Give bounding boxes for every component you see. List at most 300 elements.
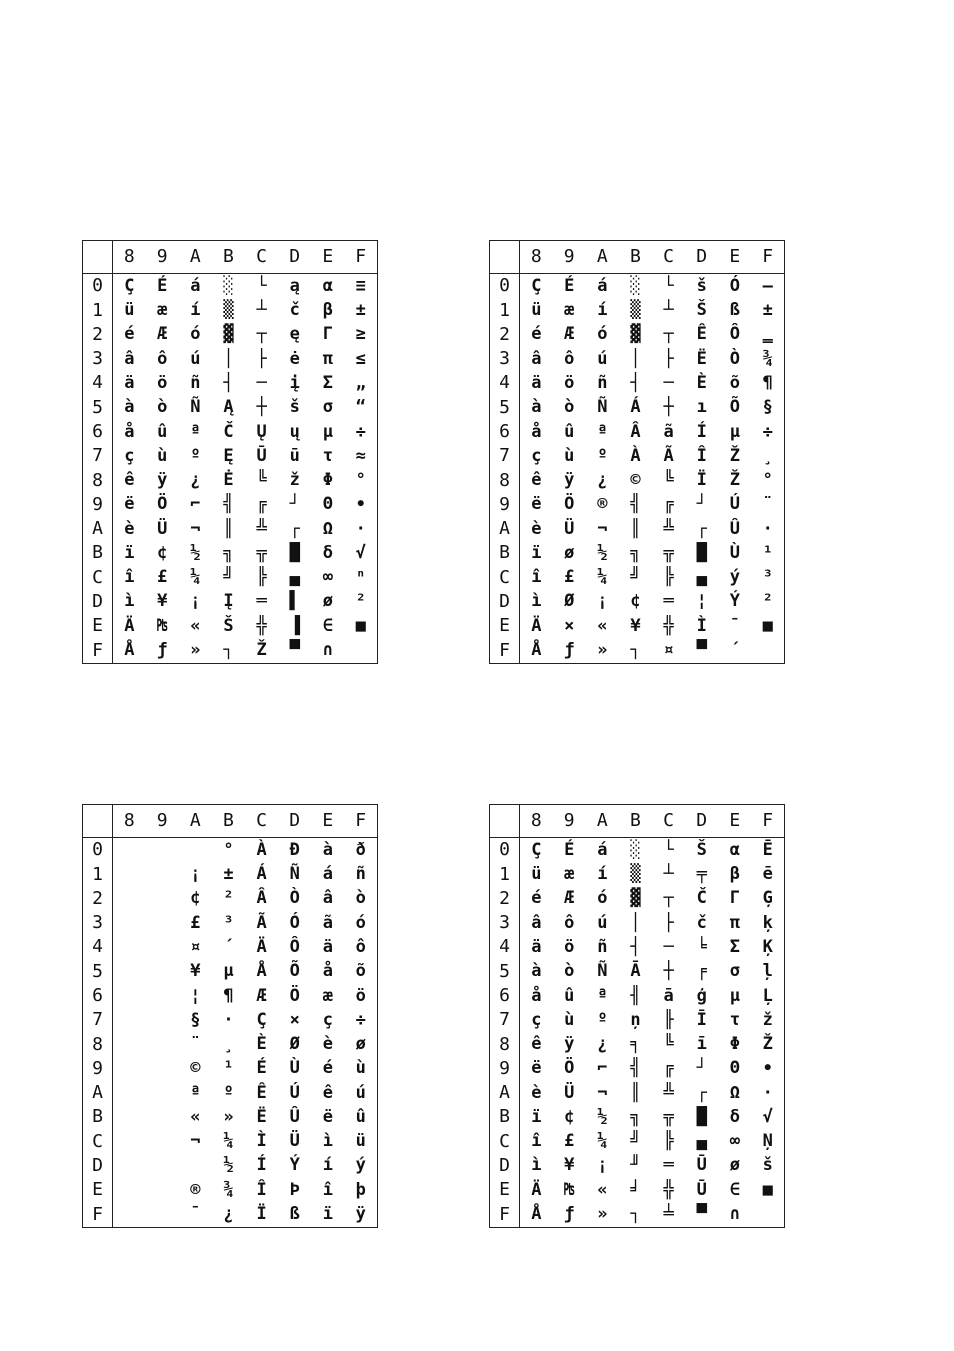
corner-cell bbox=[490, 805, 520, 838]
glyph-cell: ½ bbox=[223, 1155, 234, 1176]
glyph-cell: π bbox=[322, 348, 333, 369]
table-row bbox=[83, 614, 378, 638]
glyph-cell: ø bbox=[322, 591, 333, 612]
glyph-cell: ì bbox=[322, 1131, 333, 1152]
glyph-cell: ╝ bbox=[223, 567, 234, 588]
table-row bbox=[490, 1178, 785, 1202]
glyph-cell: ‗ bbox=[762, 324, 773, 345]
glyph-cell: š bbox=[762, 1155, 773, 1176]
glyph-cell: ╩ bbox=[663, 1082, 674, 1103]
glyph-cell: ≈ bbox=[355, 445, 366, 466]
table-row bbox=[490, 862, 785, 886]
table-row bbox=[490, 468, 785, 492]
row-header: 7 bbox=[83, 444, 113, 468]
glyph-cell: é bbox=[531, 888, 542, 909]
glyph-cell: · bbox=[223, 1009, 234, 1030]
glyph-cell: Ñ bbox=[190, 397, 201, 418]
glyph-cell: á bbox=[597, 275, 608, 296]
glyph-cell: « bbox=[190, 1106, 201, 1127]
glyph-cell: ò bbox=[355, 888, 366, 909]
glyph-cell: ┬ bbox=[663, 324, 674, 345]
glyph-cell: │ bbox=[630, 912, 641, 933]
row-header: C bbox=[83, 1130, 113, 1154]
glyph-cell: ¼ bbox=[223, 1131, 234, 1152]
glyph-cell: â bbox=[124, 348, 135, 369]
glyph-cell: ú bbox=[597, 912, 608, 933]
glyph-cell: Ñ bbox=[597, 397, 608, 418]
glyph-cell bbox=[146, 1130, 179, 1154]
table-row bbox=[490, 984, 785, 1008]
glyph-cell bbox=[113, 1154, 146, 1178]
glyph-cell: ù bbox=[564, 1009, 575, 1030]
glyph-cell: ═ bbox=[256, 591, 267, 612]
table-row bbox=[83, 838, 378, 863]
glyph-cell: Ù bbox=[289, 1058, 300, 1079]
glyph-cell: ¨ bbox=[190, 1034, 201, 1055]
glyph-cell: è bbox=[531, 1082, 542, 1103]
table-row bbox=[83, 1130, 378, 1154]
glyph-cell: Ç bbox=[124, 275, 135, 296]
glyph-cell: ¥ bbox=[630, 615, 641, 636]
glyph-cell: Ë bbox=[256, 1106, 267, 1127]
glyph-cell: ¡ bbox=[597, 591, 608, 612]
glyph-cell bbox=[146, 911, 179, 935]
glyph-cell: Ņ bbox=[762, 1131, 773, 1152]
row-header: 5 bbox=[490, 960, 520, 984]
glyph-cell: µ bbox=[729, 985, 740, 1006]
glyph-cell: ╦ bbox=[256, 542, 267, 563]
row-header: F bbox=[490, 1202, 520, 1227]
glyph-cell: µ bbox=[729, 421, 740, 442]
glyph-cell: ▒ bbox=[630, 300, 641, 321]
glyph-cell: é bbox=[531, 324, 542, 345]
row-header: D bbox=[490, 590, 520, 614]
glyph-cell: Ý bbox=[289, 1155, 300, 1176]
glyph-cell: ╚ bbox=[663, 1034, 674, 1055]
table-row bbox=[83, 566, 378, 590]
glyph-cell: ⁿ bbox=[355, 567, 366, 588]
row-header: 2 bbox=[490, 323, 520, 347]
glyph-cell: ô bbox=[157, 348, 168, 369]
glyph-cell: á bbox=[322, 864, 333, 885]
glyph-cell: ® bbox=[597, 494, 608, 515]
glyph-cell: ú bbox=[190, 348, 201, 369]
glyph-cell: Ô bbox=[729, 324, 740, 345]
glyph-cell: Í bbox=[696, 421, 707, 442]
glyph-cell: ë bbox=[322, 1106, 333, 1127]
glyph-cell bbox=[146, 984, 179, 1008]
glyph-cell: Ö bbox=[564, 1058, 575, 1079]
row-header: 2 bbox=[490, 887, 520, 911]
row-header: C bbox=[490, 566, 520, 590]
glyph-cell bbox=[146, 1178, 179, 1202]
glyph-cell: ė bbox=[289, 348, 300, 369]
table-row bbox=[83, 1008, 378, 1032]
glyph-cell: Ū bbox=[696, 1155, 707, 1176]
glyph-cell: Å bbox=[531, 640, 542, 661]
glyph-cell bbox=[113, 887, 146, 911]
glyph-cell: ₧ bbox=[564, 1179, 575, 1200]
column-header: D bbox=[685, 805, 718, 838]
glyph-cell: È bbox=[256, 1034, 267, 1055]
glyph-cell: ± bbox=[223, 864, 234, 885]
table-row bbox=[83, 887, 378, 911]
glyph-cell bbox=[146, 1057, 179, 1081]
glyph-cell: É bbox=[256, 1058, 267, 1079]
table-row bbox=[83, 323, 378, 347]
glyph-cell: ¡ bbox=[190, 591, 201, 612]
glyph-cell: α bbox=[322, 275, 333, 296]
glyph-cell: õ bbox=[729, 372, 740, 393]
table-row bbox=[490, 396, 785, 420]
glyph-cell: ┤ bbox=[630, 372, 641, 393]
glyph-cell: ╔ bbox=[663, 1058, 674, 1079]
glyph-cell: Õ bbox=[729, 397, 740, 418]
row-header: A bbox=[490, 1081, 520, 1105]
glyph-cell: Ē bbox=[762, 839, 773, 860]
glyph-cell: Ï bbox=[696, 470, 707, 491]
table-row bbox=[83, 1178, 378, 1202]
glyph-cell: Ę bbox=[223, 445, 234, 466]
glyph-cell: Č bbox=[223, 421, 234, 442]
glyph-cell: š bbox=[289, 397, 300, 418]
glyph-cell: ╬ bbox=[663, 1179, 674, 1200]
glyph-cell: ┘ bbox=[289, 494, 300, 515]
glyph-cell: ¼ bbox=[190, 567, 201, 588]
glyph-cell: ₧ bbox=[157, 615, 168, 636]
code-page-table-3 bbox=[82, 804, 378, 1228]
glyph-cell: ± bbox=[762, 300, 773, 321]
glyph-cell bbox=[179, 1154, 212, 1178]
glyph-cell: ┘ bbox=[696, 1058, 707, 1079]
glyph-cell: Ü bbox=[564, 1082, 575, 1103]
glyph-cell: ñ bbox=[597, 372, 608, 393]
glyph-cell: ╜ bbox=[630, 1155, 641, 1176]
glyph-cell: î bbox=[322, 1179, 333, 1200]
glyph-cell: Ą bbox=[223, 397, 234, 418]
glyph-cell: Š bbox=[223, 615, 234, 636]
row-header: 9 bbox=[83, 1057, 113, 1081]
row-header: 7 bbox=[490, 1008, 520, 1032]
glyph-cell: ³ bbox=[223, 912, 234, 933]
glyph-cell: ├ bbox=[663, 348, 674, 369]
row-header: E bbox=[83, 1178, 113, 1202]
glyph-cell: ® bbox=[190, 1179, 201, 1200]
glyph-cell: ī bbox=[696, 1034, 707, 1055]
glyph-cell: š bbox=[696, 275, 707, 296]
row-header: A bbox=[490, 517, 520, 541]
table-row bbox=[490, 590, 785, 614]
table-row bbox=[490, 1081, 785, 1105]
glyph-cell: ³ bbox=[762, 567, 773, 588]
glyph-cell: ÿ bbox=[564, 1034, 575, 1055]
row-header: C bbox=[83, 566, 113, 590]
glyph-cell: ê bbox=[531, 1034, 542, 1055]
glyph-cell: î bbox=[531, 1131, 542, 1152]
glyph-cell: ╔ bbox=[256, 494, 267, 515]
glyph-cell: ┴ bbox=[663, 300, 674, 321]
glyph-cell: ô bbox=[564, 912, 575, 933]
glyph-cell: ² bbox=[223, 888, 234, 909]
column-header: D bbox=[278, 241, 311, 274]
glyph-cell: „ bbox=[355, 372, 366, 393]
glyph-cell: Â bbox=[630, 421, 641, 442]
column-header: E bbox=[311, 241, 344, 274]
glyph-cell: ║ bbox=[630, 518, 641, 539]
glyph-cell: ã bbox=[322, 912, 333, 933]
glyph-cell: ╬ bbox=[256, 615, 267, 636]
glyph-cell: å bbox=[531, 421, 542, 442]
glyph-cell: ╣ bbox=[630, 1058, 641, 1079]
row-header: 8 bbox=[490, 468, 520, 492]
column-header: C bbox=[245, 805, 278, 838]
table-row bbox=[83, 468, 378, 492]
glyph-cell: ∈ bbox=[322, 615, 333, 636]
glyph-cell: Ú bbox=[289, 1082, 300, 1103]
glyph-cell bbox=[113, 1202, 146, 1227]
glyph-cell: ¥ bbox=[190, 961, 201, 982]
glyph-cell: ƒ bbox=[564, 640, 575, 661]
glyph-cell: č bbox=[696, 912, 707, 933]
column-header: B bbox=[212, 241, 245, 274]
glyph-cell: ╘ bbox=[696, 936, 707, 957]
glyph-cell: └ bbox=[256, 275, 267, 296]
glyph-cell: ì bbox=[531, 1155, 542, 1176]
row-header: A bbox=[83, 517, 113, 541]
glyph-cell: ¹ bbox=[762, 542, 773, 563]
table-row bbox=[83, 1057, 378, 1081]
glyph-cell: ∞ bbox=[322, 567, 333, 588]
glyph-cell: ¯ bbox=[190, 1204, 201, 1225]
glyph-cell: ² bbox=[355, 591, 366, 612]
glyph-cell: Ù bbox=[729, 542, 740, 563]
column-header: A bbox=[179, 805, 212, 838]
column-header: A bbox=[586, 241, 619, 274]
table-row bbox=[490, 1202, 785, 1227]
glyph-cell: î bbox=[531, 567, 542, 588]
row-header: D bbox=[83, 590, 113, 614]
glyph-cell: À bbox=[630, 445, 641, 466]
glyph-cell: ┼ bbox=[663, 961, 674, 982]
glyph-cell: Ö bbox=[289, 985, 300, 1006]
glyph-cell: Æ bbox=[157, 324, 168, 345]
glyph-cell: Į bbox=[223, 591, 234, 612]
glyph-cell: Ķ bbox=[762, 936, 773, 957]
glyph-cell bbox=[113, 935, 146, 959]
glyph-cell bbox=[146, 1032, 179, 1056]
table-row bbox=[83, 541, 378, 565]
column-header: D bbox=[685, 241, 718, 274]
glyph-cell: ¬ bbox=[597, 518, 608, 539]
glyph-cell: Ð bbox=[289, 839, 300, 860]
glyph-cell: ╝ bbox=[630, 567, 641, 588]
corner-cell bbox=[83, 805, 113, 838]
glyph-cell bbox=[146, 1081, 179, 1105]
glyph-cell: ² bbox=[762, 591, 773, 612]
glyph-cell: ▒ bbox=[630, 864, 641, 885]
glyph-cell: × bbox=[289, 1009, 300, 1030]
column-header: C bbox=[245, 241, 278, 274]
glyph-cell: Ï bbox=[256, 1204, 267, 1225]
glyph-cell: ù bbox=[355, 1058, 366, 1079]
table-row bbox=[83, 590, 378, 614]
glyph-cell: ö bbox=[157, 372, 168, 393]
row-header: 4 bbox=[83, 935, 113, 959]
glyph-cell bbox=[113, 1032, 146, 1056]
glyph-cell: · bbox=[762, 518, 773, 539]
glyph-cell: Å bbox=[124, 640, 135, 661]
column-header: E bbox=[311, 805, 344, 838]
glyph-cell: ┘ bbox=[696, 494, 707, 515]
glyph-cell: Θ bbox=[322, 494, 333, 515]
glyph-cell: ï bbox=[531, 542, 542, 563]
glyph-cell: Õ bbox=[289, 961, 300, 982]
glyph-cell: ¾ bbox=[762, 348, 773, 369]
glyph-cell: ▓ bbox=[630, 888, 641, 909]
row-header: B bbox=[490, 1105, 520, 1129]
glyph-cell: ö bbox=[564, 936, 575, 957]
glyph-cell: ≡ bbox=[355, 275, 366, 296]
glyph-cell: § bbox=[762, 397, 773, 418]
table-row bbox=[83, 371, 378, 395]
glyph-cell: Ö bbox=[564, 494, 575, 515]
row-header: E bbox=[83, 614, 113, 638]
glyph-cell: ╣ bbox=[223, 494, 234, 515]
row-header: 0 bbox=[83, 838, 113, 863]
table-row bbox=[490, 960, 785, 984]
glyph-cell: æ bbox=[564, 864, 575, 885]
column-header: D bbox=[278, 805, 311, 838]
glyph-cell: É bbox=[564, 839, 575, 860]
glyph-cell bbox=[146, 1008, 179, 1032]
glyph-cell: ╬ bbox=[663, 615, 674, 636]
glyph-cell: í bbox=[190, 300, 201, 321]
glyph-cell: Š bbox=[696, 839, 707, 860]
glyph-cell: ó bbox=[190, 324, 201, 345]
glyph-cell: ¿ bbox=[223, 1204, 234, 1225]
glyph-cell: à bbox=[531, 961, 542, 982]
glyph-cell: ¬ bbox=[190, 518, 201, 539]
glyph-cell: Á bbox=[630, 397, 641, 418]
glyph-cell: » bbox=[597, 640, 608, 661]
row-header: 4 bbox=[83, 371, 113, 395]
glyph-cell: ¯ bbox=[729, 615, 740, 636]
row-header: 8 bbox=[83, 468, 113, 492]
glyph-cell: ╚ bbox=[256, 470, 267, 491]
glyph-cell: ä bbox=[531, 372, 542, 393]
glyph-cell: ¿ bbox=[597, 1034, 608, 1055]
glyph-cell: ¸ bbox=[223, 1034, 234, 1055]
glyph-cell: Ì bbox=[696, 615, 707, 636]
glyph-cell: ë bbox=[531, 494, 542, 515]
glyph-cell: ð bbox=[355, 839, 366, 860]
glyph-cell: ê bbox=[531, 470, 542, 491]
glyph-cell: ═ bbox=[663, 1155, 674, 1176]
glyph-cell: ┼ bbox=[256, 397, 267, 418]
glyph-cell: Ê bbox=[256, 1082, 267, 1103]
glyph-cell: ņ bbox=[630, 1009, 641, 1030]
row-header: C bbox=[490, 1130, 520, 1154]
glyph-cell: ¶ bbox=[762, 372, 773, 393]
glyph-cell bbox=[179, 838, 212, 863]
glyph-cell: ╩ bbox=[663, 518, 674, 539]
glyph-cell: ¹ bbox=[223, 1058, 234, 1079]
column-header: B bbox=[619, 241, 652, 274]
table-row bbox=[490, 420, 785, 444]
glyph-cell: ─ bbox=[256, 372, 267, 393]
glyph-cell: ╗ bbox=[630, 1106, 641, 1127]
glyph-cell bbox=[113, 960, 146, 984]
glyph-cell: ý bbox=[355, 1155, 366, 1176]
glyph-cell: ½ bbox=[190, 542, 201, 563]
glyph-cell: ┐ bbox=[630, 1204, 641, 1225]
glyph-cell: ì bbox=[124, 591, 135, 612]
glyph-cell: Ω bbox=[729, 1082, 740, 1103]
table-row bbox=[490, 566, 785, 590]
glyph-cell: ╤ bbox=[696, 864, 707, 885]
glyph-cell: â bbox=[531, 912, 542, 933]
row-header: E bbox=[490, 1178, 520, 1202]
glyph-cell: í bbox=[597, 300, 608, 321]
row-header: 1 bbox=[83, 862, 113, 886]
glyph-cell: ò bbox=[157, 397, 168, 418]
row-header: 0 bbox=[490, 838, 520, 863]
glyph-cell: σ bbox=[729, 961, 740, 982]
glyph-cell: ą bbox=[289, 275, 300, 296]
glyph-cell: ø bbox=[729, 1155, 740, 1176]
glyph-cell: ï bbox=[124, 542, 135, 563]
glyph-cell: à bbox=[124, 397, 135, 418]
glyph-cell: « bbox=[190, 615, 201, 636]
glyph-cell: Σ bbox=[729, 936, 740, 957]
row-header: 7 bbox=[83, 1008, 113, 1032]
glyph-cell: Ç bbox=[531, 839, 542, 860]
glyph-cell: Ω bbox=[322, 518, 333, 539]
table-row bbox=[83, 517, 378, 541]
glyph-cell: ù bbox=[564, 445, 575, 466]
table-row bbox=[490, 1008, 785, 1032]
glyph-cell: è bbox=[124, 518, 135, 539]
glyph-cell bbox=[146, 960, 179, 984]
glyph-cell: δ bbox=[729, 1106, 740, 1127]
table-row bbox=[83, 935, 378, 959]
glyph-cell: ê bbox=[322, 1082, 333, 1103]
glyph-cell: τ bbox=[322, 445, 333, 466]
glyph-cell: ╦ bbox=[663, 542, 674, 563]
glyph-cell: Γ bbox=[729, 888, 740, 909]
glyph-cell: Î bbox=[256, 1179, 267, 1200]
glyph-cell: à bbox=[531, 397, 542, 418]
glyph-cell: Ä bbox=[124, 615, 135, 636]
table-row bbox=[83, 1154, 378, 1178]
glyph-cell bbox=[113, 1057, 146, 1081]
glyph-cell: Ė bbox=[223, 470, 234, 491]
glyph-cell: Æ bbox=[564, 888, 575, 909]
table-row bbox=[490, 614, 785, 638]
glyph-cell: ï bbox=[531, 1106, 542, 1127]
glyph-cell: ü bbox=[355, 1131, 366, 1152]
table-row bbox=[490, 1032, 785, 1056]
glyph-cell: Ø bbox=[289, 1034, 300, 1055]
glyph-cell bbox=[344, 638, 377, 663]
row-header: 9 bbox=[83, 493, 113, 517]
glyph-cell: ª bbox=[597, 985, 608, 1006]
glyph-cell: Ü bbox=[157, 518, 168, 539]
glyph-cell: ý bbox=[729, 567, 740, 588]
glyph-cell bbox=[146, 887, 179, 911]
glyph-cell: ╧ bbox=[663, 1204, 674, 1225]
glyph-cell: â bbox=[531, 348, 542, 369]
